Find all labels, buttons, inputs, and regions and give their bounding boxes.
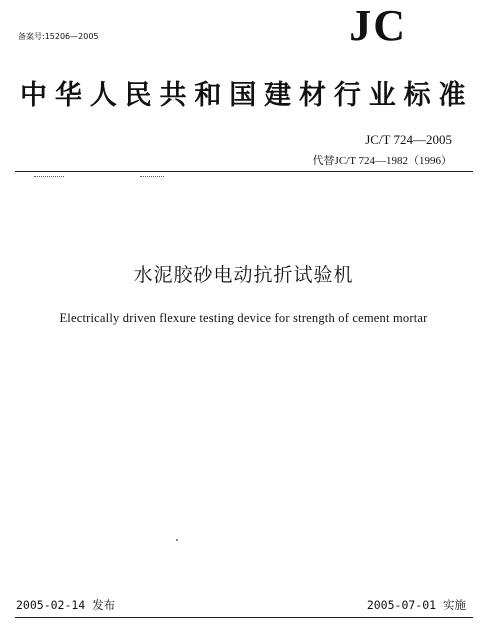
implementation-date: 2005-07-01 实施 xyxy=(366,598,466,612)
issue-date: 2005-02-14 发布 xyxy=(16,598,116,612)
bottom-divider xyxy=(15,617,473,618)
scan-dot xyxy=(176,539,178,541)
issuer-title: 中华人民共和国建材行业标准 xyxy=(20,80,466,111)
standard-code: JC/T 724—2005 xyxy=(365,132,452,147)
document-title-chinese: 水泥胶砂电动抗折试验机 xyxy=(133,264,354,286)
filing-number: 备案号:15206—2005 xyxy=(18,32,99,41)
scan-speck xyxy=(140,176,164,177)
jc-logo: JC xyxy=(349,1,407,50)
scan-speck xyxy=(34,176,64,177)
replaces-standard: 代替JC/T 724—1982（1996） xyxy=(312,155,452,167)
document-title-english: Electrically driven flexure testing device for strength of cement mortar xyxy=(59,311,428,325)
top-divider xyxy=(15,171,473,172)
